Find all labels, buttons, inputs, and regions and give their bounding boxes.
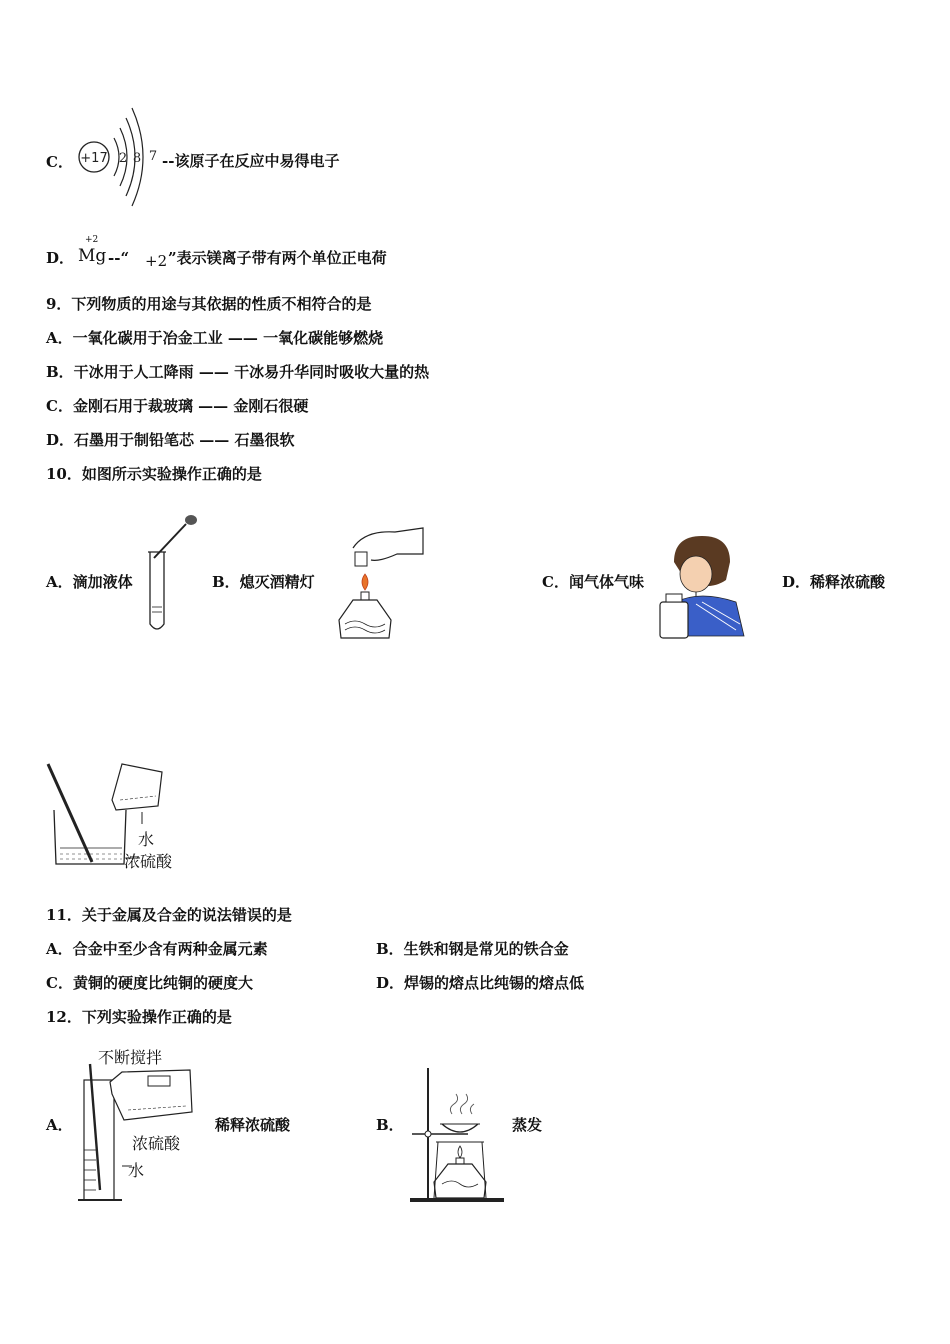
q11-stem: 11．关于金属及合金的说法错误的是 (46, 906, 292, 924)
q11-option-c: C．黄铜的硬度比纯铜的硬度大 (46, 974, 253, 992)
q8-option-c-text: --该原子在反应中易得电子 (162, 152, 340, 170)
fig-a-water-label: 水 (128, 1161, 145, 1180)
fig-d-acid-label: 浓硫酸 (124, 852, 173, 871)
q9-stem: 9．下列物质的用途与其依据的性质不相符合的是 (46, 295, 372, 313)
atom-shell-1: 2 (118, 151, 128, 166)
dropper-test-tube-figure (140, 512, 210, 637)
mg-superscript: +2 (85, 235, 99, 245)
q12-option-a-label: A． (46, 1116, 73, 1134)
q12-option-b-text: 蒸发 (512, 1116, 543, 1134)
atom-shell-3: 7 (148, 149, 158, 164)
smelling-gas-figure (656, 532, 748, 642)
q8-option-d-text-pre: --“ (108, 249, 130, 267)
q10-option-b: B．熄灭酒精灯 (212, 573, 315, 591)
q10-option-c: C．闻气体气味 (542, 573, 644, 591)
q9-option-d: D．石墨用于制铅笔芯 —— 石墨很软 (46, 431, 295, 449)
q10-option-d: D．稀释浓硫酸 (782, 573, 886, 591)
q8-option-d-text-post: ”表示镁离子带有两个单位正电荷 (168, 249, 387, 267)
q9-option-c: C．金刚石用于裁玻璃 —— 金刚石很硬 (46, 397, 309, 415)
q11-option-b: B．生铁和钢是常见的铁合金 (376, 940, 569, 958)
fig-d-water-label: 水 (138, 830, 155, 849)
charge-value: +2 (145, 252, 168, 270)
q11-option-d: D．焊锡的熔点比纯锡的熔点低 (376, 974, 585, 992)
q9-option-a: A．一氧化碳用于冶金工业 —— 一氧化碳能够燃烧 (46, 329, 384, 347)
q8-option-d-label: D． (46, 249, 75, 267)
atom-shell-2: 8 (132, 151, 142, 166)
q12-option-a-text: 稀释浓硫酸 (215, 1116, 291, 1134)
evaporation-apparatus-figure (408, 1064, 508, 1204)
q12-option-b-label: B． (376, 1116, 404, 1134)
q11-option-a: A．合金中至少含有两种金属元素 (46, 940, 268, 958)
alcohol-lamp-blowing-figure (325, 518, 425, 643)
fig-a-stir-label: 不断搅拌 (98, 1048, 163, 1067)
fig-a-acid-label: 浓硫酸 (132, 1134, 181, 1153)
q9-option-b: B．干冰用于人工降雨 —— 干冰易升华同时吸收大量的热 (46, 363, 430, 381)
chlorine-atom-structure-diagram (76, 100, 176, 210)
q10-stem: 10．如图所示实验操作正确的是 (46, 465, 262, 483)
mg-symbol: Mg (78, 246, 107, 266)
q10-option-a: A．滴加液体 (46, 573, 133, 591)
atom-nucleus-charge: +17 (80, 151, 108, 166)
q8-option-c-label: C． (46, 153, 73, 171)
q12-stem: 12．下列实验操作正确的是 (46, 1008, 232, 1026)
